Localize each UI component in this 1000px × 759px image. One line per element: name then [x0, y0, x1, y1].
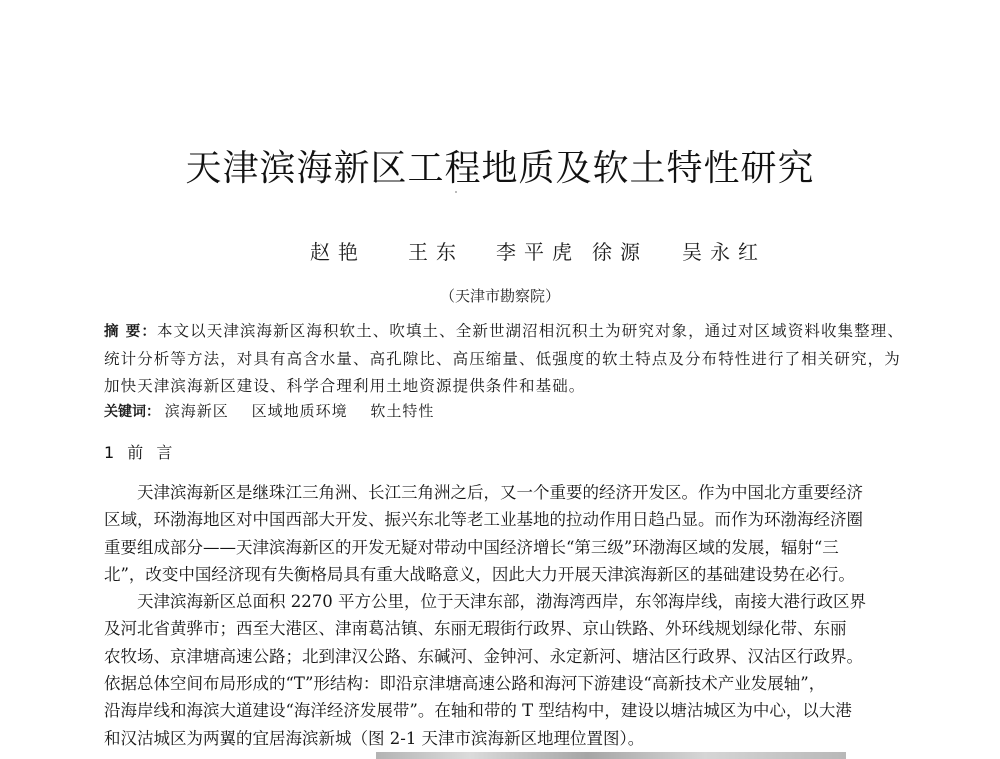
author-name: 王东 [408, 240, 464, 264]
keyword: 滨海新区 [164, 402, 229, 420]
abstract-text: 本文以天津滨海新区海积软土、吹填土、全新世湖沼相沉积土为研究对象，通过对区域资料收集整理、 [156, 322, 904, 340]
body-line: 和汉沽城区为两翼的宜居海滨新城（图 2-1 天津市滨海新区地理位置图）。 [104, 728, 645, 748]
keyword: 区域地质环境 [251, 402, 348, 420]
body-line: 北”，改变中国经济现有失衡格局具有重大战略意义，因此大力开展天津滨海新区的基础建设势在必行。 [104, 564, 855, 584]
section-body [104, 479, 918, 752]
affiliation: （天津市勘察院） [439, 287, 560, 305]
abstract [104, 318, 916, 400]
abstract-line: 统计分析等方法，对具有高含水量、高孔隙比、高压缩量、低强度的软土特点及分布特性进行了相关研究，为 [104, 350, 901, 368]
keyword: 软土特性 [370, 402, 435, 420]
body-line: 区域，环渤海地区对中国西部大开发、振兴东北等老工业基地的拉动作用日趋凸显。而作为环渤海经济圈 [104, 510, 863, 530]
author-name: 赵艳 [310, 240, 366, 264]
abstract-line: 加快天津滨海新区建设、科学合理利用土地资源提供条件和基础。 [104, 377, 586, 395]
figure-top-edge [376, 752, 846, 759]
section-heading: 1 前 言 [104, 443, 177, 462]
body-line: 天津滨海新区总面积 2270 平方公里，位于天津东部，渤海湾西岸，东邻海岸线，南接大港行政区界 [137, 592, 866, 612]
body-line: 重要组成部分——天津滨海新区的开发无疑对带动中国经济增长“第三级”环渤海区域的发展，辐射“三 [104, 537, 839, 557]
author-name: 李平虎 [496, 240, 580, 264]
paper-title: 天津滨海新区工程地质及软土特性研究 [185, 148, 815, 189]
keywords-label: 关键词： [104, 404, 160, 420]
body-line: 沿海岸线和海滨大道建设“海洋经济发展带”。在轴和带的 T 型结构中，建设以塘沽城区为中心，以大港 [104, 701, 852, 721]
author-list [310, 236, 770, 266]
body-line: 及河北省黄骅市；西至大港区、津南葛沽镇、东丽无瑕街行政界、京山铁路、外环线规划绿化带、东丽 [104, 619, 847, 639]
author-name: 徐源 [592, 240, 648, 264]
body-line: 依据总体空间布局形成的“T”形结构：即沿京津塘高速公路和海河下游建设“高新技术产业发展轴”， [104, 674, 826, 694]
author-name: 吴永红 [682, 240, 766, 264]
scan-artifact [455, 191, 457, 193]
abstract-line [104, 318, 916, 346]
abstract-label: 摘 要： [104, 324, 157, 340]
body-line: 农牧场、京津塘高速公路；北到津汉公路、东碱河、金钟河、永定新河、塘沽区行政界、汉沽区行政界。 [104, 646, 863, 666]
body-line: 天津滨海新区是继珠江三角洲、长江三角洲之后，又一个重要的经济开发区。作为中国北方重要经济 [137, 483, 863, 502]
keywords [104, 400, 452, 421]
